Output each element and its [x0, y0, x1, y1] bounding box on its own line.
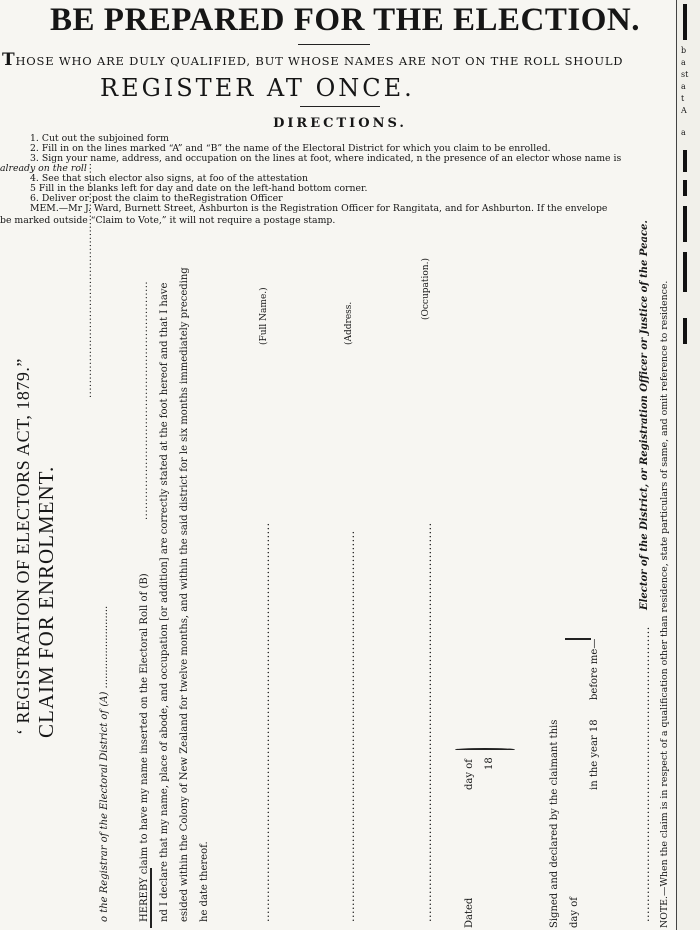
edge-bar-3	[683, 206, 687, 242]
directions-title: DIRECTIONS.	[273, 116, 407, 131]
qualified-text: HOSE WHO ARE DULY QUALIFIED, BUT WHOSE NAMES ARE NOT ON THE ROLL SHOULD	[15, 54, 624, 68]
qualified-line	[2, 50, 623, 70]
signed-brace	[565, 638, 591, 641]
register-line: REGISTER AT ONCE.	[100, 74, 415, 102]
claim-line-1-dots: .................................................................	[139, 280, 150, 520]
adjacent-column	[676, 0, 700, 930]
occupation-dots: ....................................................................................................	[421, 522, 434, 922]
edge-bar-1	[683, 150, 687, 172]
direction-3: 3. Sign your name, address, and occupation on the lines at foot, where indicated, n the presence of an elector whose name is	[30, 153, 622, 164]
headline: BE PREPARED FOR THE ELECTION.	[50, 2, 640, 38]
edge-letter-4: a	[681, 82, 686, 91]
registrar-line: o the Registrar of the Electoral District of (A) ..........................	[99, 605, 110, 922]
cut-line-top: ................................................................	[83, 162, 94, 398]
edge-letter-2: a	[681, 58, 686, 67]
edge-bar-5	[683, 318, 687, 344]
occupation-label: (Occupation.)	[421, 258, 431, 320]
claim-line-3: esided within the Colony of New Zealand for twelve months, and within the said district for le six months immediately preceding	[179, 267, 190, 922]
edge-bar-top	[683, 4, 687, 40]
edge-bar-2	[683, 180, 687, 196]
header-rule	[298, 44, 370, 45]
direction-6: 6. Deliver or post the claim to theRegistration Officer	[30, 193, 283, 204]
edge-letter-6: A	[681, 106, 687, 115]
signed-label: Signed and declared by the claimant this	[549, 719, 560, 928]
elector-dots: ..........................................................................	[639, 626, 652, 922]
register-rule	[300, 106, 380, 107]
day-of-2-label: day of	[569, 897, 580, 928]
in-the-year-label: in the year 18	[589, 719, 600, 790]
claim-line-4: he date thereof.	[199, 841, 210, 922]
edge-bar-4	[683, 252, 687, 292]
elector-label: Elector of the District, or Registration Officer or Justice of the Peace.	[639, 220, 650, 610]
direction-3-cont: already on the roll	[0, 163, 87, 174]
claim-title: CLAIM FOR ENROLMENT.	[34, 465, 58, 738]
before-me-label: before me—	[589, 638, 600, 700]
edge-letter-7: a	[681, 128, 686, 137]
full-name-dots: ....................................................................................................	[259, 522, 272, 922]
edge-letter-1: b	[681, 46, 687, 55]
direction-5: 5 Fill in the blanks left for day and date on the left-hand bottom corner.	[30, 183, 368, 194]
direction-4: 4. See that such elector also signs, at foo of the attestation	[30, 173, 308, 184]
address-label: (Address.	[344, 301, 354, 345]
day-of-label: day of	[464, 759, 475, 790]
direction-2: 2. Fill in on the lines marked “A” and “B” the name of the Electoral District for which you claim to be enrolled.	[30, 143, 551, 154]
dated-label: Dated	[464, 897, 475, 928]
claim-line-2: nd I declare that my name, place of abode, and occupation [or addition] are correctly stated at the foot hereof and that I have	[159, 282, 170, 922]
claim-line-1: HEREBY claim to have my name inserted on the Electoral Roll of (B)	[139, 573, 150, 922]
act-title: ‘ REGISTRATION OF ELECTORS ACT, 1879.”	[13, 358, 33, 735]
edge-letter-5: t	[681, 94, 685, 103]
claim-bracket	[150, 868, 152, 928]
address-dots: ..................................................................................................	[344, 530, 357, 922]
full-name-label: (Full Name.)	[259, 287, 269, 345]
direction-1: 1. Cut out the subjoined form	[30, 133, 169, 144]
dropcap: T	[2, 50, 16, 70]
date-brace	[455, 748, 515, 751]
year-18-label: 18	[484, 757, 495, 770]
memo-line: MEM.—Mr J. Ward, Burnett Street, Ashburton is the Registration Officer for Rangitata, and for Ashburton. If the envelope	[30, 203, 608, 214]
note-line: NOTE.—When the claim is in respect of a qualification other than residence, state particulars of same, and omit reference to residence.	[659, 280, 670, 928]
memo-line-cont: be marked outside “Claim to Vote,” it will not require a postage stamp.	[0, 215, 336, 226]
edge-letter-3: st	[681, 70, 689, 79]
